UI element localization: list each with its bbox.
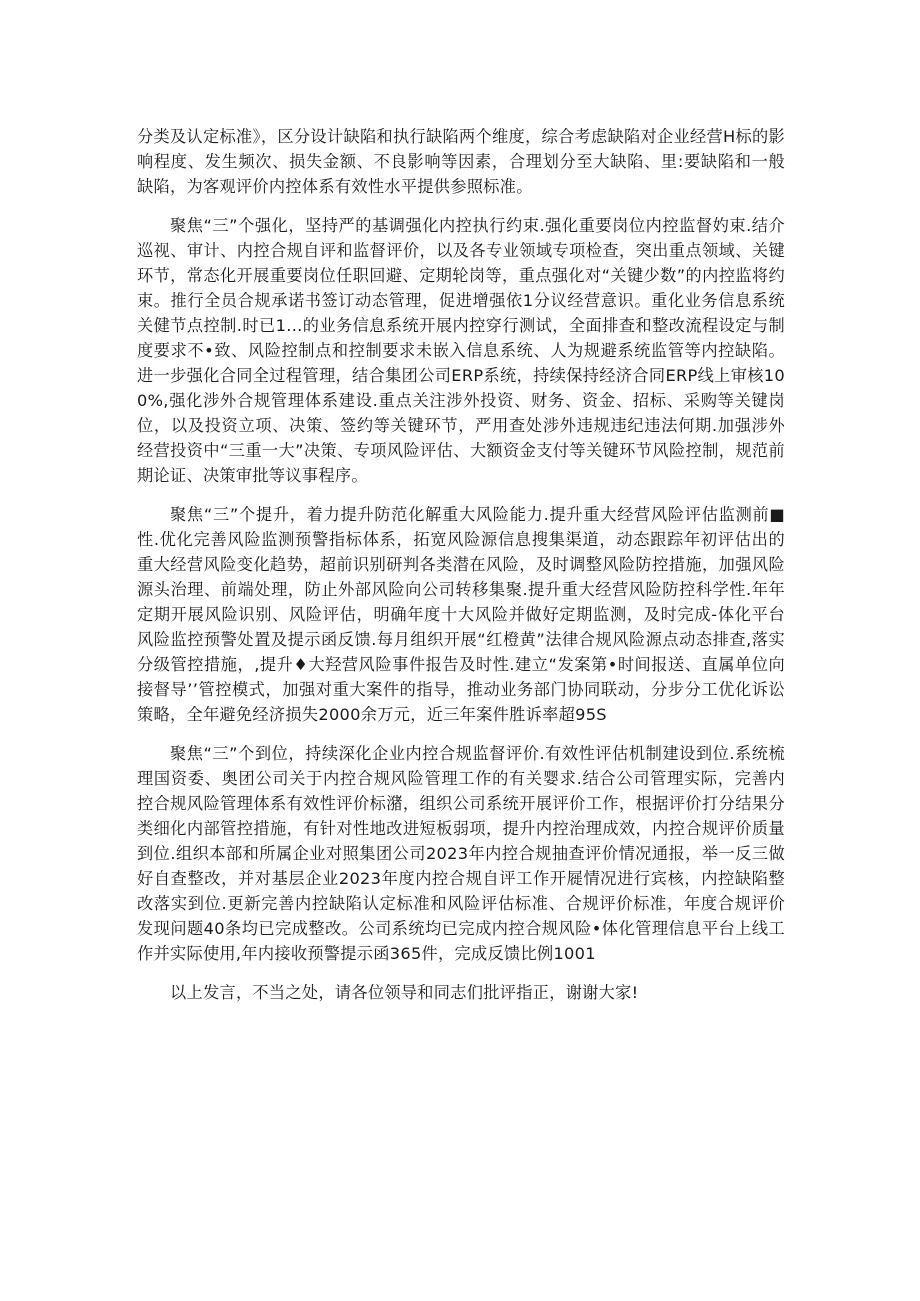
paragraph-closing: 以上发言，不当之处，请各位领导和同志们批评指正，谢谢大家!	[170, 983, 639, 1002]
paragraph-in-place: 聚焦“三”个到位，持续深化企业内控合规监督评价.有效性评估机制建设到位.系统梳理国资委、奥团公司关于内控合规风险管理工作的有关婴求.结合公司管理实际，完善内控合规风险管理体系有效性评价标潴，组织公司系统开展评价工作，根据评价打分结果分类细化内部管控措施，有针对性地改进短板弱项，提升内控治理成效，内控合规评价质量到位.组织本部和所属企业对照集团公司2023年内控合规抽查评价情况通报，举一反三做好自查整改，并对基层企业2023年度内控合规自评工作开屣情况进行宾核，内控缺陷整改落实到位.更新完善内控缺陷认定标准和风险评估标准、合规评价标准，年度合规评价发现问题40条均已完成整改。公司系统均已完成内控合规风险•体化管理信息平台上线工作并实际使用,年内接收预警提示函365件，完成反馈比例1001	[137, 744, 785, 963]
paragraph-continuation: 分类及认定标准》，区分设计缺陷和执行缺陷两个维度，综合考虑缺陷对企业经营H标的影响程度、发生频次、损失金额、不良影响等因素，合理划分至大缺陷、里:要缺陷和一般缺陷，为客观评价内控体系有效性水平提供参照标准。	[137, 127, 785, 196]
paragraph-strengthen: 聚焦“三”个强化，坚持严的基调强化内控执行约束.强化重要岗位内控监督妁束.结介巡视、审计、内控合规自评和监督评价，以及各专业领域专项检查，突出重点领域、关键环节，常态化开展重要岗位任职回避、定期轮岗等，重点强化对“关键少数”的内控监将约束。推行全员合规承诺书签订动态管理，促进增强依1分议经营意识。重化业务信息系统关健节点控制.时已1...的业务信息系统开展内控穿行测试，全面排查和整改流程设定与制度要求不•致、风险控制点和控制要求未嵌入信息系统、人为规避系统监管等内控缺陷。进一步强化合同全过程管理，结合集团公司ERP系统，持续保持经济合同ERP线上审核100%,强化涉外合规管理体系建设.重点关注涉外投资、财务、资金、招标、采购等关键岗位，以及投资立项、决策、签约等关键环节，严用查处涉外违规违纪违法何期.加强涉外经营投资中“三重一大”决策、专项风险评估、大额资金支付等关键环节风险控制，规范前期论证、决策审批等议事程序。	[137, 216, 785, 485]
paragraph-improve: 聚焦“三”个提升，着力提升防范化解重大风险能力.提升重大经营风险评估监测前■性.优化完善风险监测预警指标体系，拓宽风险源信息搜集渠道，动态跟踪年初评估出的重大经营风险变化趋势，超前识别研判各类潜在风险，及时调整风险防控措施，加强风险源头治理、前端处理，防止外部风险向公司转移集聚.提升重大经营风险防控科学性.年年定期开展风险识别、风险评估，明确年度十大风险并做好定期监测，及时完成-体化平台风险监控预警处置及提示函反馈.每月组织开展“红橙黄”法律合规风险源点动态排查,落实分级管控措施，,提升♦大羟营风险事件报告及时性.建立“发案第•时间报送、直属单位向接督导’’管控模式，加强对重大案件的指导，推动业务部门协同联动，分步分工优化诉讼策略，全年避免经济损失2000余万元，近三年案件胜诉率超95S	[137, 505, 785, 724]
document-body	[137, 124, 785, 1005]
